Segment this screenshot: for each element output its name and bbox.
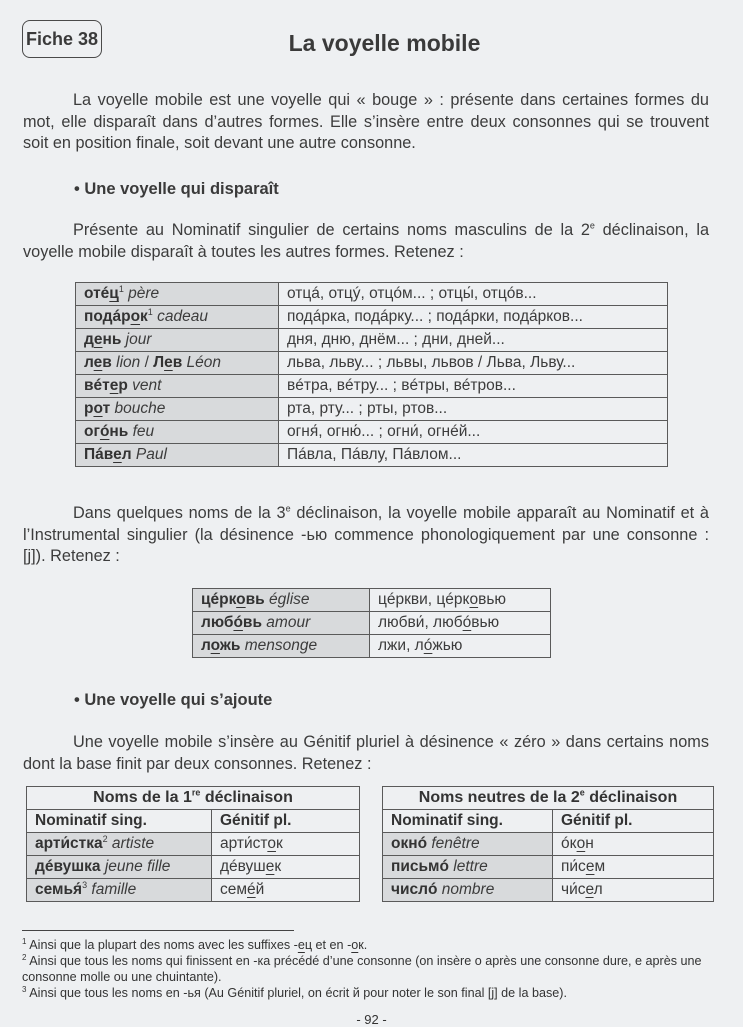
- word-part: Л: [153, 354, 165, 371]
- caption-text-a: Noms neutres de la 2: [418, 789, 580, 806]
- form-part: вью: [471, 614, 500, 631]
- russian-word: [201, 614, 262, 631]
- table-row: [76, 306, 668, 329]
- forms-cell: отцá, отцý, отцóм... ; отцы́, отцóв...: [279, 283, 668, 306]
- word-part: люб: [201, 614, 234, 631]
- nominative-cell: [27, 833, 212, 856]
- word-part: цéрк: [201, 591, 237, 608]
- mobile-vowel: е: [164, 354, 173, 371]
- table-row: [27, 879, 360, 902]
- word-part: р: [118, 377, 128, 394]
- mobile-vowel: о: [576, 835, 586, 852]
- form-part: óк: [561, 835, 577, 852]
- forms-cell: Пáвла, Пáвлу, Пáвлом...: [279, 444, 668, 467]
- russian-word: [201, 591, 265, 608]
- nominative-cell: [76, 352, 279, 375]
- table-row: [76, 352, 668, 375]
- french-gloss: mensonge: [244, 637, 318, 654]
- intro-paragraph: La voyelle mobile est une voyelle qui « bouge » : présente dans certaines formes du mot, elle disparaît dans d’autres formes. Elle s’insère entre deux consonnes qui se trouvent soit en position finale, soit devant une autre consonne.: [23, 91, 709, 153]
- french-gloss: feu: [132, 423, 155, 440]
- footnote-ref: 1: [118, 283, 124, 294]
- russian-word: [84, 331, 121, 348]
- form-part: чи́с: [561, 881, 586, 898]
- russian-word: [84, 354, 112, 371]
- nominative-cell: [76, 398, 279, 421]
- french-gloss: jeune fille: [104, 858, 171, 875]
- genitive-cell: [553, 833, 714, 856]
- caption-sup: e: [579, 787, 585, 798]
- genitive-cell: [553, 879, 714, 902]
- forms-cell: льва, льву... ; львы, львов / Льва, Льву...: [279, 352, 668, 375]
- footnote-text: Ainsi que la plupart des noms avec les suffixes -: [26, 938, 298, 952]
- footnote-divider: [22, 930, 294, 931]
- nominative-cell: [27, 856, 212, 879]
- table-caption: [383, 787, 714, 810]
- nominative-cell: [76, 283, 279, 306]
- section2-paragraph: [23, 503, 709, 568]
- french-gloss: Léon: [186, 354, 222, 371]
- table-first-declension: [26, 786, 360, 902]
- word-part: подáр: [84, 308, 131, 325]
- footnote-ref: 1: [147, 306, 153, 317]
- french-gloss: père: [128, 285, 160, 302]
- footnote-3: [22, 986, 722, 1002]
- form-part: л: [593, 881, 603, 898]
- page-number: - 92 -: [356, 1012, 387, 1027]
- nominative-cell: [76, 444, 279, 467]
- mobile-vowel: ó: [462, 614, 472, 631]
- forms-cell: дня, дню, днём... ; дни, дней...: [279, 329, 668, 352]
- word-part: к: [140, 308, 148, 325]
- genitive-cell: [553, 856, 714, 879]
- fiche-label: Fiche 38: [25, 28, 99, 49]
- nominative-cell: [383, 879, 553, 902]
- mobile-vowel: е: [113, 446, 122, 463]
- french-gloss: cadeau: [157, 308, 208, 325]
- word-part: Пáв: [84, 446, 114, 463]
- table-row: [27, 833, 360, 856]
- nominative-cell: [383, 856, 553, 879]
- footnote-number: 1: [22, 936, 27, 946]
- mobile-vowel: о: [93, 400, 103, 417]
- section3-paragraph: Une voyelle mobile s’insère au Génitif pluriel à désinence « zéro » dans certains noms dont la base finit par deux consonnes. Retenez :: [23, 733, 709, 773]
- caption-text-a: Noms de la 1: [93, 789, 192, 806]
- forms-cell: рта, рту... ; рты, ртов...: [279, 398, 668, 421]
- nominative-cell: [193, 635, 370, 658]
- word-part: р: [84, 400, 94, 417]
- genitive-cell: [212, 833, 360, 856]
- mobile-vowel: е: [109, 377, 119, 394]
- russian-word: [84, 400, 110, 417]
- section2-text-b: déclinaison, la voyelle mobile apparaît au Nominatif et à l’Instrumental singulier (la désinence -ью commence phonologiquement par une consonne : [j]). Retenez :: [23, 504, 709, 566]
- form-part: вью: [478, 591, 507, 608]
- form-part: сем: [220, 881, 248, 898]
- table-caption: [27, 787, 360, 810]
- word-part: вь: [245, 591, 265, 608]
- forms-cell: [370, 635, 551, 658]
- word-part: т: [102, 400, 111, 417]
- russian-word: окнó: [391, 835, 428, 852]
- russian-word: [84, 423, 128, 440]
- word-part: жь: [219, 637, 241, 654]
- genitive-cell: [212, 879, 360, 902]
- russian-word: дéвушка: [35, 858, 101, 875]
- table-row: [383, 879, 714, 902]
- word-part: нь: [102, 331, 122, 348]
- nominative-cell: [193, 612, 370, 635]
- french-gloss: famille: [91, 881, 137, 898]
- form-part: к: [274, 858, 282, 875]
- french-gloss: artiste: [111, 835, 155, 852]
- footnote-1: [22, 938, 722, 954]
- genitive-cell: [212, 856, 360, 879]
- mobile-vowel: о: [130, 308, 141, 325]
- footnote-underlined-vowel: е: [297, 938, 305, 952]
- section-heading-added: • Une voyelle qui s’ajoute: [74, 691, 273, 709]
- russian-word: [153, 354, 182, 371]
- table-row: [76, 421, 668, 444]
- word-part: л: [84, 354, 94, 371]
- footnote-number: 3: [22, 984, 27, 994]
- russian-word: [201, 637, 240, 654]
- nominative-cell: [193, 589, 370, 612]
- form-part: любви́, люб: [378, 614, 463, 631]
- mobile-vowel: ó: [99, 423, 110, 440]
- mobile-vowel: о: [267, 835, 276, 852]
- caption-text-b: déclinaison: [584, 789, 678, 806]
- section1-sup: e: [589, 220, 595, 231]
- russian-word: семья́: [35, 881, 83, 898]
- word-part: вь: [242, 614, 262, 631]
- footnote-text: к.: [358, 938, 368, 952]
- mobile-vowel: ó: [423, 637, 433, 654]
- nominative-cell: [76, 375, 279, 398]
- forms-cell: [370, 612, 551, 635]
- mobile-vowel: о: [210, 637, 220, 654]
- section2-text-a: Dans quelques noms de la 3: [73, 504, 286, 522]
- french-gloss: lion: [116, 354, 141, 371]
- table-second-declension-neuter: [382, 786, 714, 902]
- table-row: [193, 612, 551, 635]
- french-gloss: amour: [266, 614, 311, 631]
- form-part: лжи, л: [378, 637, 424, 654]
- french-gloss: fenêtre: [431, 835, 480, 852]
- column-header-nominative: Nominatif sing.: [27, 810, 212, 833]
- footnote-text: Ainsi que tous les noms qui finissent en -ка précédé d’une consonne (on insère о après une consonne dure, е après une consonne molle ou une chuintante).: [22, 954, 702, 984]
- footnote-text: ц et en -: [304, 938, 352, 952]
- french-gloss: Paul: [135, 446, 167, 463]
- table-disappearing-vowel: [75, 282, 668, 467]
- column-header-genitive: Génitif pl.: [212, 810, 360, 833]
- column-header-genitive: Génitif pl.: [553, 810, 714, 833]
- page-title: La voyelle mobile: [288, 30, 481, 56]
- word-part: д: [84, 331, 94, 348]
- mobile-vowel: е: [585, 858, 595, 875]
- french-gloss: église: [269, 591, 310, 608]
- form-part: дéвуш: [220, 858, 266, 875]
- footnote-text: Ainsi que tous les noms en -ья (Au Génitif pluriel, on écrit й pour noter le son final [j] de la base).: [26, 986, 567, 1000]
- word-part: нь: [109, 423, 129, 440]
- mobile-vowel: е: [265, 858, 275, 875]
- footnote-ref: 3: [82, 879, 88, 890]
- mobile-vowel: е: [93, 331, 103, 348]
- table-row: [383, 833, 714, 856]
- russian-word: письмó: [391, 858, 449, 875]
- form-part: цéркви, цéрк: [378, 591, 470, 608]
- word-part: отé: [84, 285, 110, 302]
- forms-cell: вéтра, вéтру... ; вéтры, вéтров...: [279, 375, 668, 398]
- mobile-vowel: о: [469, 591, 479, 608]
- mobile-vowel: ó: [233, 614, 243, 631]
- section1-paragraph: [23, 220, 709, 263]
- separator: /: [140, 354, 154, 371]
- table-row: [193, 635, 551, 658]
- word-part: ог: [84, 423, 100, 440]
- table-row: [193, 589, 551, 612]
- footnote-2: [22, 954, 722, 985]
- forms-cell: огня́, огню́... ; огни́, огнéй...: [279, 421, 668, 444]
- nominative-cell: [76, 329, 279, 352]
- form-part: пи́с: [561, 858, 586, 875]
- russian-word: [84, 308, 148, 325]
- caption-text-b: déclinaison: [200, 789, 293, 806]
- form-part: арти́ст: [220, 835, 268, 852]
- table-third-declension: [192, 588, 551, 658]
- russian-word: [84, 446, 132, 463]
- word-part: вéт: [84, 377, 110, 394]
- word-part: л: [201, 637, 211, 654]
- table-row: [76, 283, 668, 306]
- word-part: в: [172, 354, 183, 371]
- section-heading-disappears: • Une voyelle qui disparaît: [74, 180, 279, 198]
- table-row: [76, 375, 668, 398]
- french-gloss: nombre: [441, 881, 495, 898]
- table-row: [383, 856, 714, 879]
- form-part: м: [594, 858, 606, 875]
- footnote-number: 2: [22, 952, 27, 962]
- french-gloss: lettre: [453, 858, 488, 875]
- forms-cell: [370, 589, 551, 612]
- mobile-vowel: е: [585, 881, 594, 898]
- mobile-vowel: ц: [109, 285, 119, 302]
- table-row: [76, 444, 668, 467]
- caption-sup: re: [191, 787, 201, 798]
- table-row: [76, 329, 668, 352]
- form-part: н: [585, 835, 594, 852]
- russian-word: [84, 285, 119, 302]
- nominative-cell: [383, 833, 553, 856]
- mobile-vowel: é: [247, 881, 256, 898]
- form-part: й: [255, 881, 265, 898]
- table-row: [27, 856, 360, 879]
- mobile-vowel: о: [236, 591, 246, 608]
- nominative-cell: [76, 306, 279, 329]
- forms-cell: подáрка, подáрку... ; подáрки, подáрков...: [279, 306, 668, 329]
- word-part: л: [121, 446, 132, 463]
- french-gloss: bouche: [114, 400, 166, 417]
- mobile-vowel: е: [93, 354, 103, 371]
- nominative-cell: [76, 421, 279, 444]
- word-part: в: [102, 354, 112, 371]
- section1-text-b: déclinaison, la voyelle mobile disparaît à toutes les autres formes. Retenez :: [23, 221, 709, 261]
- table-row: [76, 398, 668, 421]
- french-gloss: vent: [132, 377, 162, 394]
- russian-word: [84, 377, 128, 394]
- section2-sup: e: [285, 503, 291, 514]
- russian-word: числó: [391, 881, 438, 898]
- french-gloss: jour: [125, 331, 152, 348]
- footnote-ref: 2: [102, 833, 108, 844]
- section1-text-a: Présente au Nominatif singulier de certains noms masculins de la 2: [73, 221, 590, 239]
- form-part: к: [275, 835, 283, 852]
- russian-word: арти́стка: [35, 835, 103, 852]
- column-header-nominative: Nominatif sing.: [383, 810, 553, 833]
- footnote-underlined-vowel: о: [351, 938, 359, 952]
- form-part: жью: [432, 637, 463, 654]
- nominative-cell: [27, 879, 212, 902]
